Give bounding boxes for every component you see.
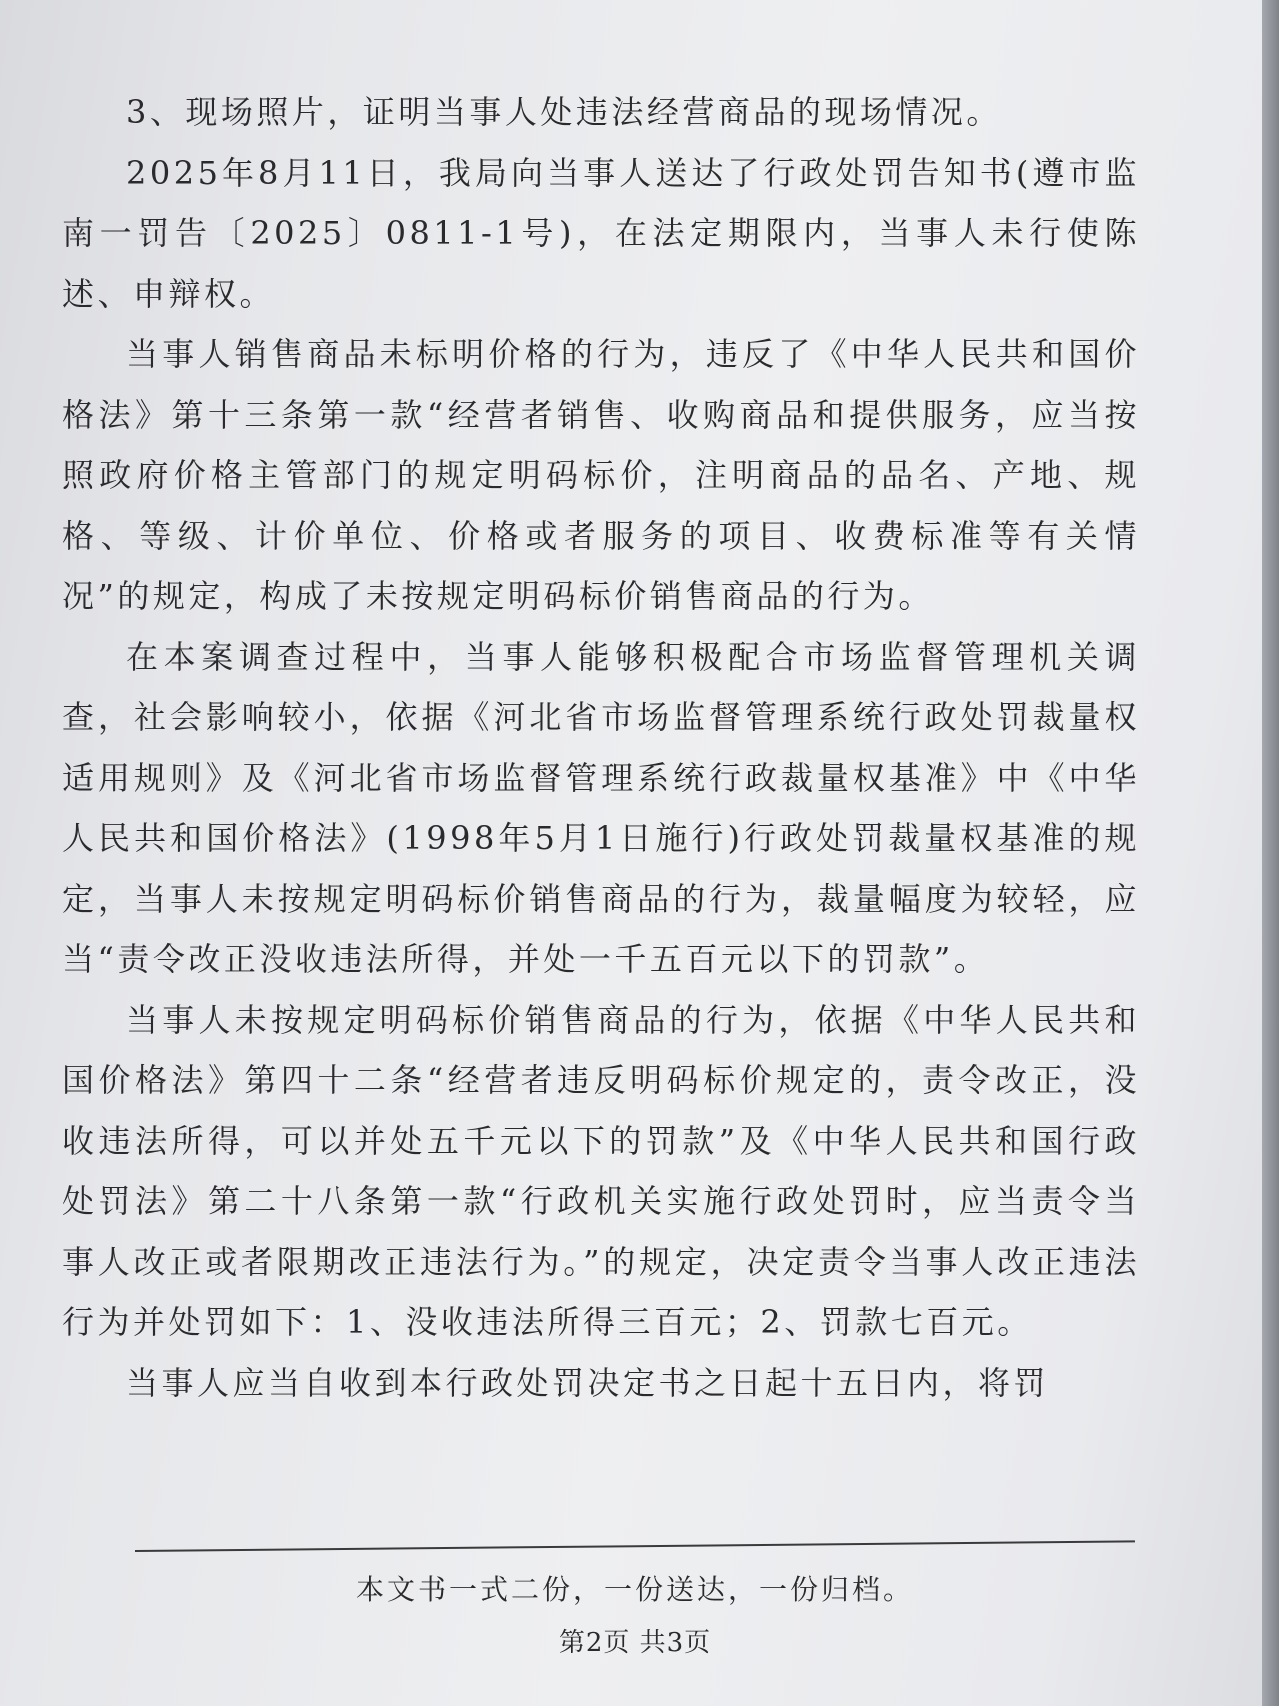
paragraph-payment: 当事人应当自收到本行政处罚决定书之日起十五日内，将罚 <box>126 1363 1050 1402</box>
background-edge <box>1262 0 1279 1706</box>
paragraph-decision: 当事人未按规定明码标价销售商品的行为，依据《中华人民共和国价格法》第四十二条“经营者违反明码标价规定的，责令改正，没收违法所得，可以并处五千元以下的罚款”及《中华人民共和国行政处罚法》第二十八条第一款“行政机关实施行政处罚时，应当责令当事人改正或者限期改正违法行为。”的规定，决定责令当事人改正违法行为并处罚如下：1、没收违法所得三百元；2、罚款七百元。 <box>62 1000 1140 1341</box>
paragraph-violation: 当事人销售商品未标明价格的行为，违反了《中华人民共和国价格法》第十三条第一款“经营者销售、收购商品和提供服务，应当按照政府价格主管部门的规定明码标价，注明商品的品名、产地、规格、等级、计价单位、价格或者服务的项目、收费标准等有关情况”的规定，构成了未按规定明码标价销售商品的行为。 <box>62 335 1140 615</box>
paragraph-notice-served: 2025年8月11日，我局向当事人送达了行政处罚告知书(遵市监南一罚告〔2025〕0811-1号)，在法定期限内，当事人未行使陈述、申辩权。 <box>62 153 1140 313</box>
footer-note: 本文书一式二份，一份送达，一份归档。 <box>355 1573 914 1606</box>
page-number: 第2页 共3页 <box>558 1628 712 1658</box>
paragraph-evidence-photo: 3、现场照片，证明当事人处违法经营商品的现场情况。 <box>126 93 1002 131</box>
paragraph-discretion: 在本案调查过程中，当事人能够积极配合市场监督管理机关调查，社会影响较小，依据《河北省市场监督管理系统行政处罚裁量权适用规则》及《河北省市场监督管理系统行政裁量权基准》中《中华人民共和国价格法》(1998年5月1日施行)行政处罚裁量权基准的规定，当事人未按规定明码标价销售商品的行为，裁量幅度为较轻，应当“责令改正没收违法所得，并处一千五百元以下的罚款”。 <box>62 637 1140 978</box>
document-body <box>62 82 1140 1413</box>
footer-divider <box>135 1540 1135 1552</box>
